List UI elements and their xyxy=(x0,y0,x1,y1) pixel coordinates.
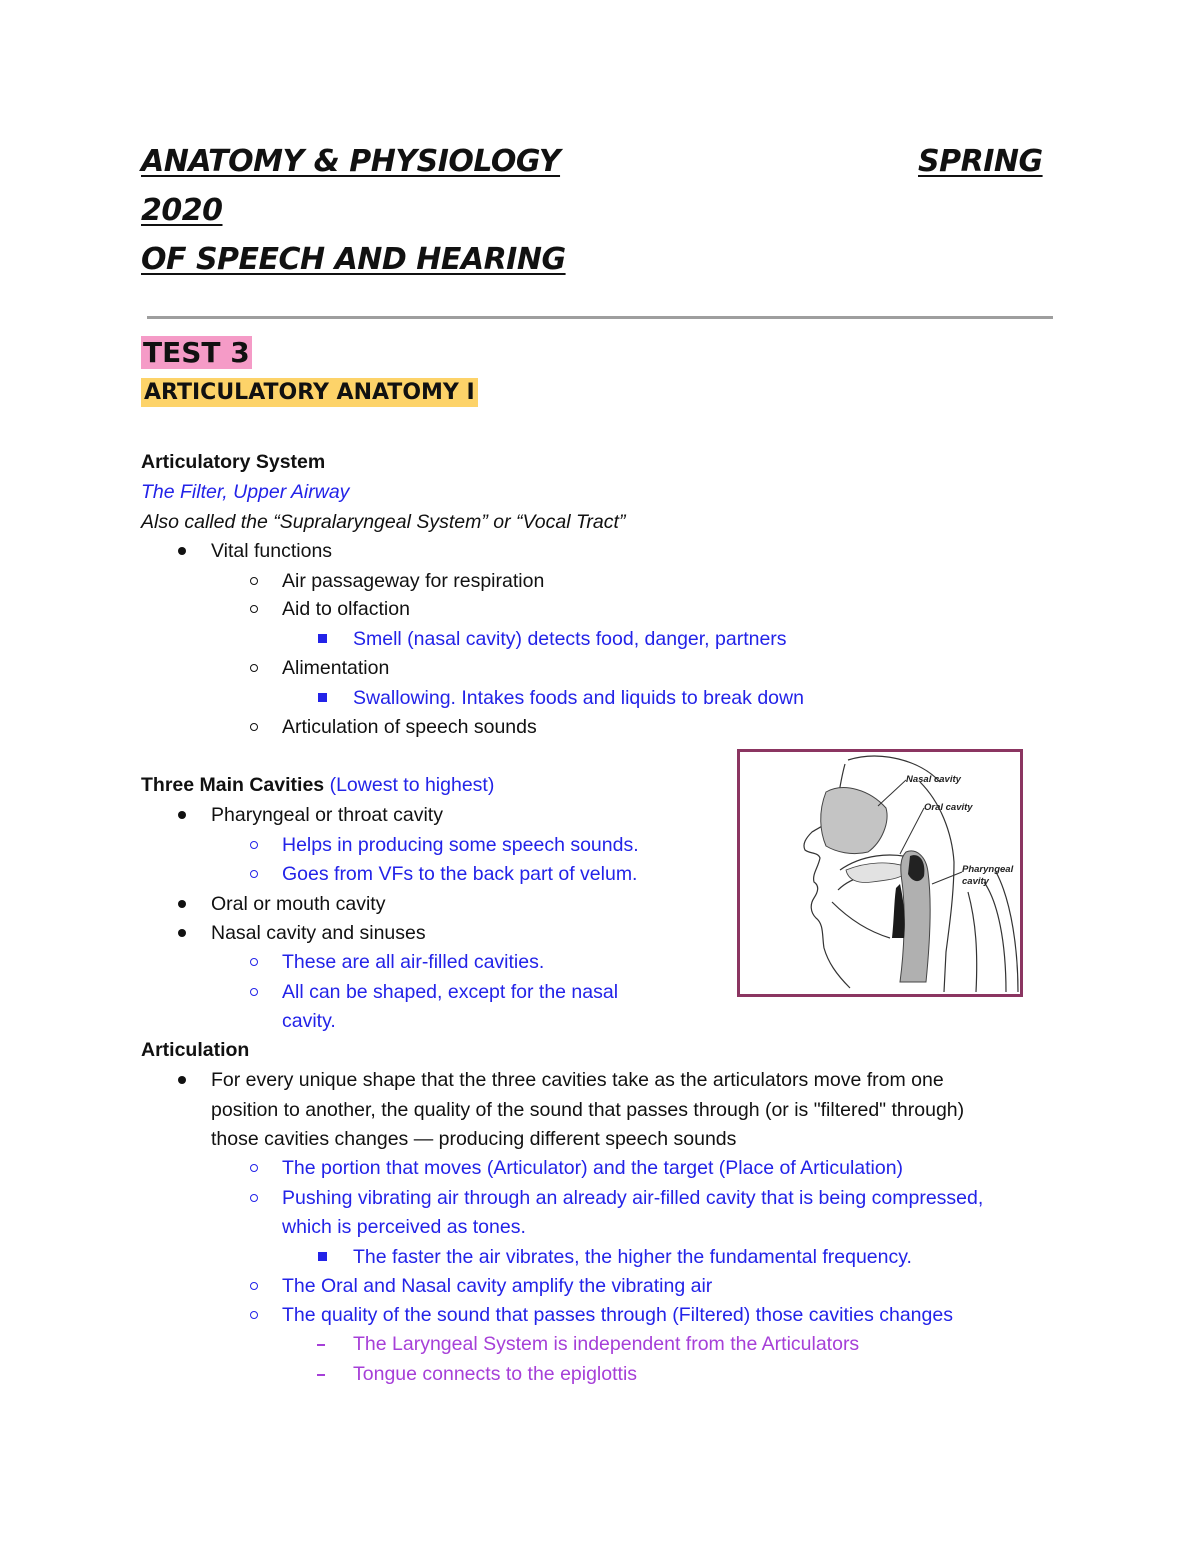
air-filled-note: These are all air-filled cavities. xyxy=(282,951,545,973)
dash-bullet-icon xyxy=(317,1344,325,1346)
section-label-wrap xyxy=(141,380,478,405)
quality-note: The quality of the sound that passes through (Filtered) those cavities changes xyxy=(282,1304,953,1326)
bullet-icon xyxy=(178,1076,186,1084)
pushing-note-2: which is perceived as tones. xyxy=(282,1216,526,1238)
alimentation: Alimentation xyxy=(282,657,390,679)
circle-bullet-icon xyxy=(250,664,258,672)
laryngeal-note: The Laryngeal System is independent from the Articulators xyxy=(353,1333,860,1355)
pharyngeal-cavity: Pharyngeal or throat cavity xyxy=(211,804,443,826)
articulation-para-2: position to another, the quality of the sound that passes through (or is "filtered" through) xyxy=(211,1099,965,1121)
doc-title-term: SPRING xyxy=(918,144,1043,179)
smell-note: Smell (nasal cavity) detects food, danger, partners xyxy=(353,628,787,650)
shaped-note-1: All can be shaped, except for the nasal xyxy=(282,981,619,1003)
circle-bullet-icon xyxy=(250,958,258,966)
cavities-note: (Lowest to highest) xyxy=(329,774,495,796)
articulatory-also-called: Also called the “Supralaryngeal System” or “Vocal Tract” xyxy=(141,511,626,533)
vital-functions: Vital functions xyxy=(211,540,333,562)
circle-bullet-icon xyxy=(250,723,258,731)
pharyngeal-cavity-label-2: cavity xyxy=(962,876,989,887)
circle-bullet-icon xyxy=(250,1164,258,1172)
pharyngeal-cavity-label-1: Pharyngeal xyxy=(962,864,1014,875)
pushing-note-1: Pushing vibrating air through an already air-filled cavity that is being compressed, xyxy=(282,1187,984,1209)
nasal-cavity-label: Nasal cavity xyxy=(906,774,961,785)
doc-title-year: 2020 xyxy=(141,193,223,228)
articulation-para-1: For every unique shape that the three cavities take as the articulators move from one xyxy=(211,1069,944,1091)
amplify-note: The Oral and Nasal cavity amplify the vibrating air xyxy=(282,1275,713,1297)
goes-note: Goes from VFs to the back part of velum. xyxy=(282,863,638,885)
articulatory-heading: Articulatory System xyxy=(141,451,326,473)
test-label: TEST 3 xyxy=(143,336,250,369)
shaped-note-2: cavity. xyxy=(282,1010,336,1032)
aid-olfaction: Aid to olfaction xyxy=(282,598,410,620)
articulatory-subtitle: The Filter, Upper Airway xyxy=(141,481,350,503)
doc-title-line1: ANATOMY & PHYSIOLOGY xyxy=(141,144,561,179)
circle-bullet-icon xyxy=(250,1311,258,1319)
square-bullet-icon xyxy=(318,1252,327,1261)
dash-bullet-icon xyxy=(317,1374,325,1376)
tongue-note: Tongue connects to the epiglottis xyxy=(353,1363,638,1385)
bullet-icon xyxy=(178,900,186,908)
bullet-icon xyxy=(178,811,186,819)
circle-bullet-icon xyxy=(250,1282,258,1290)
bullet-icon xyxy=(178,547,186,555)
cavities-heading: Three Main Cavities xyxy=(141,774,325,796)
horizontal-rule xyxy=(147,316,1053,319)
oral-cavity-label: Oral cavity xyxy=(924,802,973,813)
swallowing-note: Swallowing. Intakes foods and liquids to break down xyxy=(353,687,804,709)
circle-bullet-icon xyxy=(250,605,258,613)
articulation-speech: Articulation of speech sounds xyxy=(282,716,537,738)
circle-bullet-icon xyxy=(250,1194,258,1202)
helps-note: Helps in producing some speech sounds. xyxy=(282,834,639,856)
circle-bullet-icon xyxy=(250,988,258,996)
bullet-icon xyxy=(178,929,186,937)
air-passageway: Air passageway for respiration xyxy=(282,570,545,592)
nasal-cavity: Nasal cavity and sinuses xyxy=(211,922,426,944)
vocal-tract-figure xyxy=(737,749,1023,997)
faster-note: The faster the air vibrates, the higher the fundamental frequency. xyxy=(353,1246,912,1268)
circle-bullet-icon xyxy=(250,870,258,878)
cavities-heading-line xyxy=(141,773,494,797)
portion-note: The portion that moves (Articulator) and the target (Place of Articulation) xyxy=(282,1157,904,1179)
test-label-wrap xyxy=(141,336,252,369)
articulation-para-3: those cavities changes — producing different speech sounds xyxy=(211,1128,737,1150)
circle-bullet-icon xyxy=(250,577,258,585)
articulation-heading: Articulation xyxy=(141,1039,250,1061)
doc-title-line3: OF SPEECH AND HEARING xyxy=(141,242,566,277)
square-bullet-icon xyxy=(318,634,327,643)
circle-bullet-icon xyxy=(250,841,258,849)
section-label: ARTICULATORY ANATOMY I xyxy=(141,378,478,407)
square-bullet-icon xyxy=(318,693,327,702)
oral-cavity: Oral or mouth cavity xyxy=(211,893,386,915)
